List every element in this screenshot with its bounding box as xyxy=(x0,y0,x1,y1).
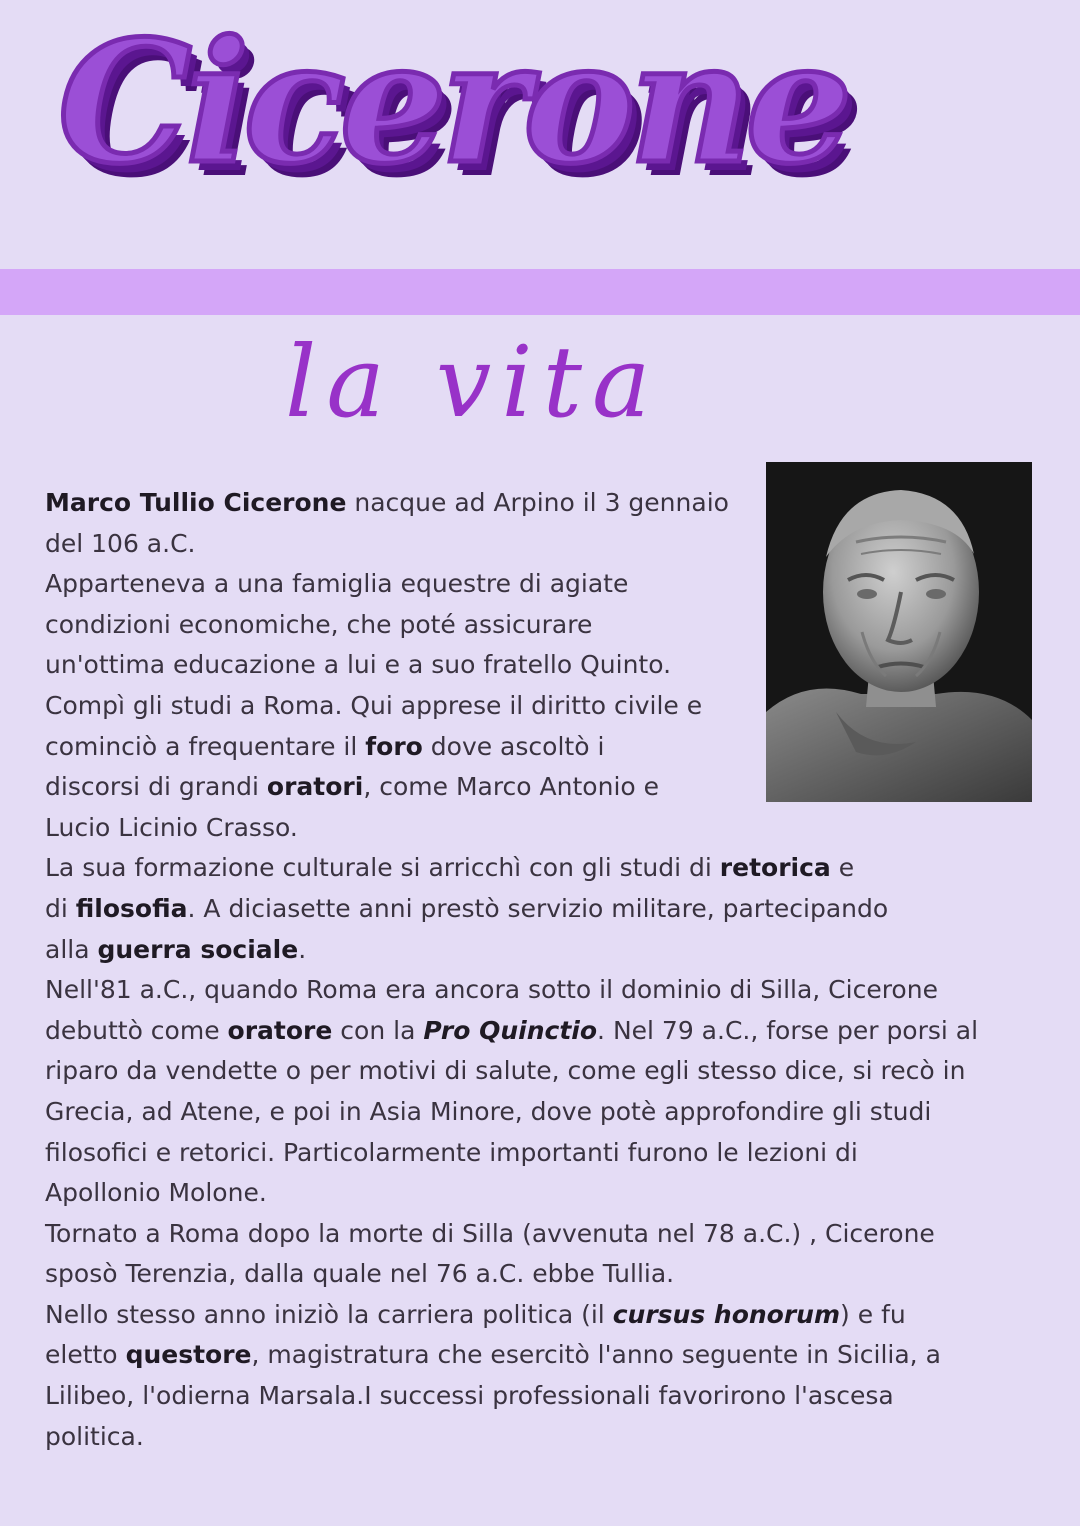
text-run: alla xyxy=(45,934,98,964)
emphasized-term: oratori xyxy=(266,772,364,802)
text-run: , come Marco Antonio e xyxy=(363,772,660,802)
text-line xyxy=(45,1092,1035,1133)
text-run: . xyxy=(298,934,307,964)
emphasized-term: questore xyxy=(125,1340,252,1370)
emphasized-term: retorica xyxy=(719,853,831,883)
text-line xyxy=(45,1173,1035,1214)
text-run: Grecia, ad Atene, e poi in Asia Minore, dove potè approfondire gli studi xyxy=(45,1096,932,1126)
text-line xyxy=(45,970,1035,1011)
paragraph xyxy=(45,483,1035,564)
text-line xyxy=(45,564,1035,605)
text-run: con la xyxy=(332,1015,424,1045)
text-line xyxy=(45,767,1035,808)
text-run: sposò Terenzia, dalla quale nel 76 a.C. ebbe Tullia. xyxy=(45,1259,675,1289)
text-line xyxy=(45,1011,1035,1052)
paragraph xyxy=(45,1214,1035,1295)
text-line xyxy=(45,1335,1035,1376)
text-line xyxy=(45,1133,1035,1174)
paragraph xyxy=(45,848,1035,970)
emphasized-term: guerra sociale xyxy=(97,934,299,964)
text-run: filosofici e retorici. Particolarmente importanti furono le lezioni di xyxy=(45,1137,858,1167)
text-run: debuttò come xyxy=(45,1015,228,1045)
text-line xyxy=(45,1214,1035,1255)
text-line xyxy=(45,889,1035,930)
text-run: Tornato a Roma dopo la morte di Silla (avvenuta nel 78 a.C.) , Cicerone xyxy=(45,1218,935,1248)
text-line xyxy=(45,686,1035,727)
text-run: un'ottima educazione a lui e a suo fratello Quinto. xyxy=(45,650,672,680)
text-line xyxy=(45,1376,1035,1417)
page-title: Cicerone xyxy=(58,3,847,201)
text-run: riparo da vendette o per motivi di salute, come egli stesso dice, si recò in xyxy=(45,1056,966,1086)
text-line xyxy=(45,727,1035,768)
text-line xyxy=(45,605,1035,646)
text-line xyxy=(45,930,1035,971)
section-subtitle: la vita xyxy=(285,326,661,440)
text-run: , magistratura che esercitò l'anno seguente in Sicilia, a xyxy=(251,1340,941,1370)
paragraph xyxy=(45,970,1035,1214)
text-run: Compì gli studi a Roma. Qui apprese il diritto civile e xyxy=(45,690,703,720)
text-run: Lucio Licinio Crasso. xyxy=(45,812,298,842)
paragraph xyxy=(45,564,1035,686)
text-run: ) e fu xyxy=(840,1299,906,1329)
text-line xyxy=(45,645,1035,686)
text-run: Nell'81 a.C., quando Roma era ancora sotto il dominio di Silla, Cicerone xyxy=(45,975,938,1005)
header-divider-band xyxy=(0,269,1080,315)
text-run: discorsi di grandi xyxy=(45,772,267,802)
text-run: . A diciasette anni prestò servizio militare, partecipando xyxy=(187,893,889,923)
paragraph xyxy=(45,686,1035,848)
text-run: e xyxy=(830,853,855,883)
text-run: condizioni economiche, che poté assicurare xyxy=(45,609,593,639)
emphasized-term: Pro Quinctio xyxy=(423,1015,598,1045)
text-run: La sua formazione culturale si arricchì con gli studi di xyxy=(45,853,720,883)
biography-text xyxy=(45,483,1035,1457)
text-run: cominciò a frequentare il xyxy=(45,731,366,761)
text-run: Apparteneva a una famiglia equestre di agiate xyxy=(45,569,629,599)
text-line xyxy=(45,483,1035,524)
text-line xyxy=(45,1051,1035,1092)
paragraph xyxy=(45,1295,1035,1457)
text-line xyxy=(45,524,1035,565)
text-line xyxy=(45,1417,1035,1458)
text-run: del 106 a.C. xyxy=(45,528,196,558)
text-line xyxy=(45,1254,1035,1295)
text-line xyxy=(45,1295,1035,1336)
emphasized-term: foro xyxy=(365,731,423,761)
text-line xyxy=(45,848,1035,889)
text-line xyxy=(45,808,1035,849)
emphasized-term: oratore xyxy=(227,1015,333,1045)
emphasized-term: filosofia xyxy=(75,893,188,923)
text-run: Apollonio Molone. xyxy=(45,1178,267,1208)
emphasized-term: cursus honorum xyxy=(612,1299,841,1329)
emphasized-term: Marco Tullio Cicerone xyxy=(45,488,347,517)
text-run: di xyxy=(45,893,76,923)
text-run: Lilibeo, l'odierna Marsala.I successi professionali favorirono l'ascesa xyxy=(45,1381,894,1411)
text-run: nacque ad Arpino il 3 gennaio xyxy=(346,488,729,517)
text-run: Nello stesso anno iniziò la carriera politica (il xyxy=(45,1299,613,1329)
text-run: eletto xyxy=(45,1340,126,1370)
text-run: politica. xyxy=(45,1421,144,1451)
text-run: . Nel 79 a.C., forse per porsi al xyxy=(597,1015,979,1045)
text-run: dove ascoltò i xyxy=(422,731,605,761)
